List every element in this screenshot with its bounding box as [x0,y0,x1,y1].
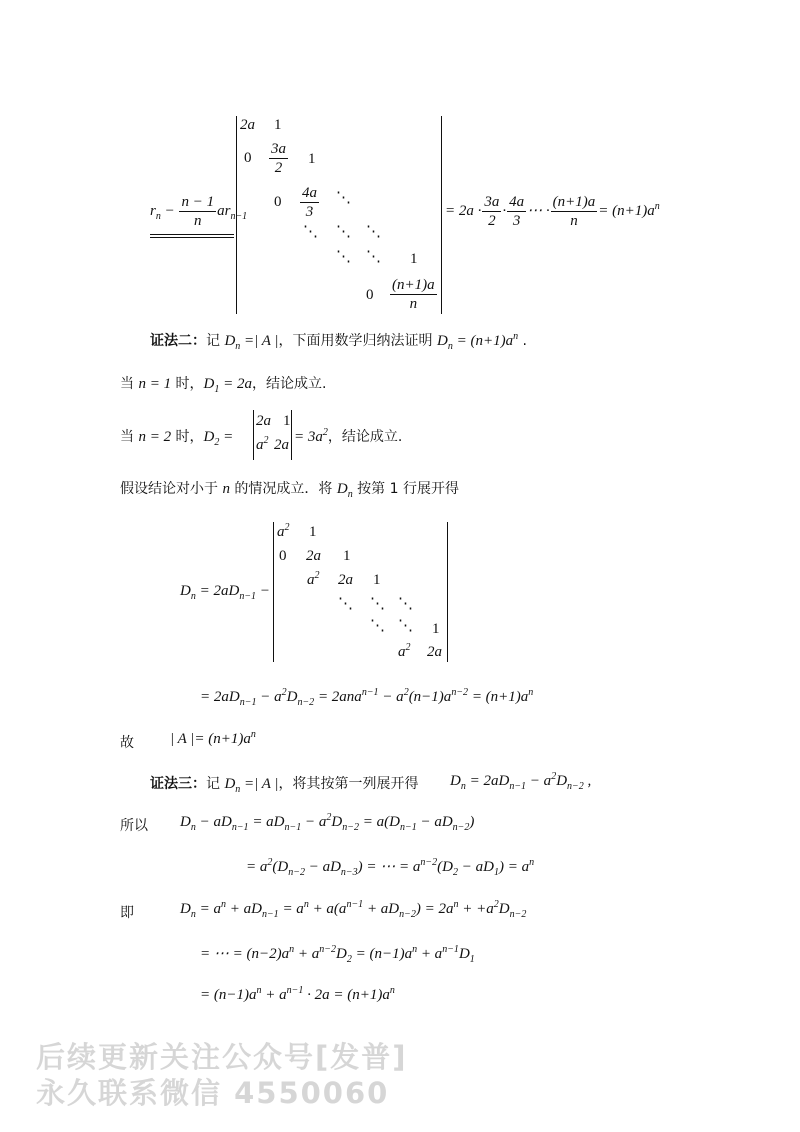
diag-dots: ⋱ [370,618,385,634]
cell: 2a [240,117,255,133]
diag-dots: ⋱ [338,596,353,612]
cell: 2a [427,644,442,660]
so-label: 所以 [120,818,148,834]
cell: 2a [306,548,321,564]
thus-line-3: = $(n-1)a^n + a^{n-1} \cdot 2a = (n+1)a^n$ [200,985,395,1003]
diag-dots: ⋱ [336,190,351,206]
cell: 2a [274,437,289,453]
row-operation-label: $r_n$ − $\frac{n - 1}{n}$ $ar_{n-1}$ [150,194,248,229]
diag-dots: ⋱ [336,224,351,240]
cell: $a^2$ [398,642,411,660]
cell: $\frac{3a}{2}$ [271,141,286,176]
cell: 0 [279,548,287,564]
assumption-line: 假设结论对小于 n 的情况成立．将 $D_n$ 按第 1 行展开得 [120,481,459,500]
thus-label: 即 [120,905,134,921]
cell: 1 [410,251,418,267]
diag-dots: ⋱ [303,224,318,240]
cell: 0 [366,287,374,303]
diag-dots: ⋱ [336,249,351,265]
top-result: = 2a · $\frac{3a}{2}$ · $\frac{4a}{3}$ ⋯ · $\frac{(n+1)a}{n}$ = $(n+1)a^n$ [445,194,660,229]
cell: $a^2$ [307,570,320,588]
det3-bar-right [447,522,448,662]
cell: 0 [244,150,252,166]
expansion-lhs: $D_n = 2aD_{n-1}$ − [180,583,270,602]
cell: 1 [373,572,381,588]
diag-dots: ⋱ [398,618,413,634]
case-n1: 当 n = 1 时，$D_1 = 2a$，结论成立. [120,376,327,395]
proof3-intro: 证法三：记 $D_n$ =| A |，将其按第一列展开得 [150,776,419,795]
proof3-expansion: $D_n = 2aD_{n-1} - a^2D_{n-2}$ , [450,771,592,792]
cell: $\frac{(n+1)a}{n}$ [392,277,435,312]
double-arrow-line-2 [150,237,234,238]
double-arrow-line-1 [150,234,234,235]
expansion-result-line: = $2aD_{n-1} - a^2D_{n-2} = 2ana^{n-1} - a^2(n-1)a^{n-2} = (n+1)a^n$ [200,687,534,708]
cell: 1 [283,413,291,429]
det3-bar-left [273,522,274,662]
so-line-2: = $a^2(D_{n-2} - aD_{n-3})$ = ⋯ = $a^{n-2}(D_2 - aD_1) = a^n$ [246,857,535,878]
watermark-line-1: 后续更新关注公众号[发普] [36,1040,408,1074]
diag-dots: ⋱ [366,224,381,240]
cell: 1 [274,117,282,133]
diag-dots: ⋱ [398,596,413,612]
cell: $a^2$ [256,435,269,453]
so-line-1: $D_n - aD_{n-1} = aD_{n-1} - a^2D_{n-2} = a(D_{n-1} - aD_{n-2})$ [180,812,475,833]
det-bar-left [236,116,237,314]
cell: 0 [274,194,282,210]
hence-expr: | A |= $(n+1)a^n$ [170,729,256,747]
diag-dots: ⋱ [370,596,385,612]
cell: 2a [256,413,271,429]
thus-line-1: $D_n = a^n + aD_{n-1} = a^n + a(a^{n-1} + aD_{n-2}) = 2a^n + +a^2D_{n-2}$ [180,899,527,920]
cell: 1 [309,524,317,540]
diag-dots: ⋱ [366,249,381,265]
det-bar-right [441,116,442,314]
watermark-line-2: 永久联系微信 4550060 [36,1076,390,1110]
cell: 1 [432,621,440,637]
cell: $\frac{4a}{3}$ [302,185,317,220]
hence-line: 故 [120,735,134,751]
cell: 2a [338,572,353,588]
cell: 1 [343,548,351,564]
proof2-intro: 证法二：记 $D_n$ =| A |，下面用数学归纳法证明 $D_n = (n+1)a^n$ . [150,331,527,352]
thus-line-2: = ⋯ = $(n-2)a^n + a^{n-2}D_2 = (n-1)a^n + a^{n-1}D_1$ [200,944,475,965]
cell: $a^2$ [277,522,290,540]
cell: 1 [308,151,316,167]
det2-bar-left [253,410,254,460]
det2-bar-right [291,410,292,460]
